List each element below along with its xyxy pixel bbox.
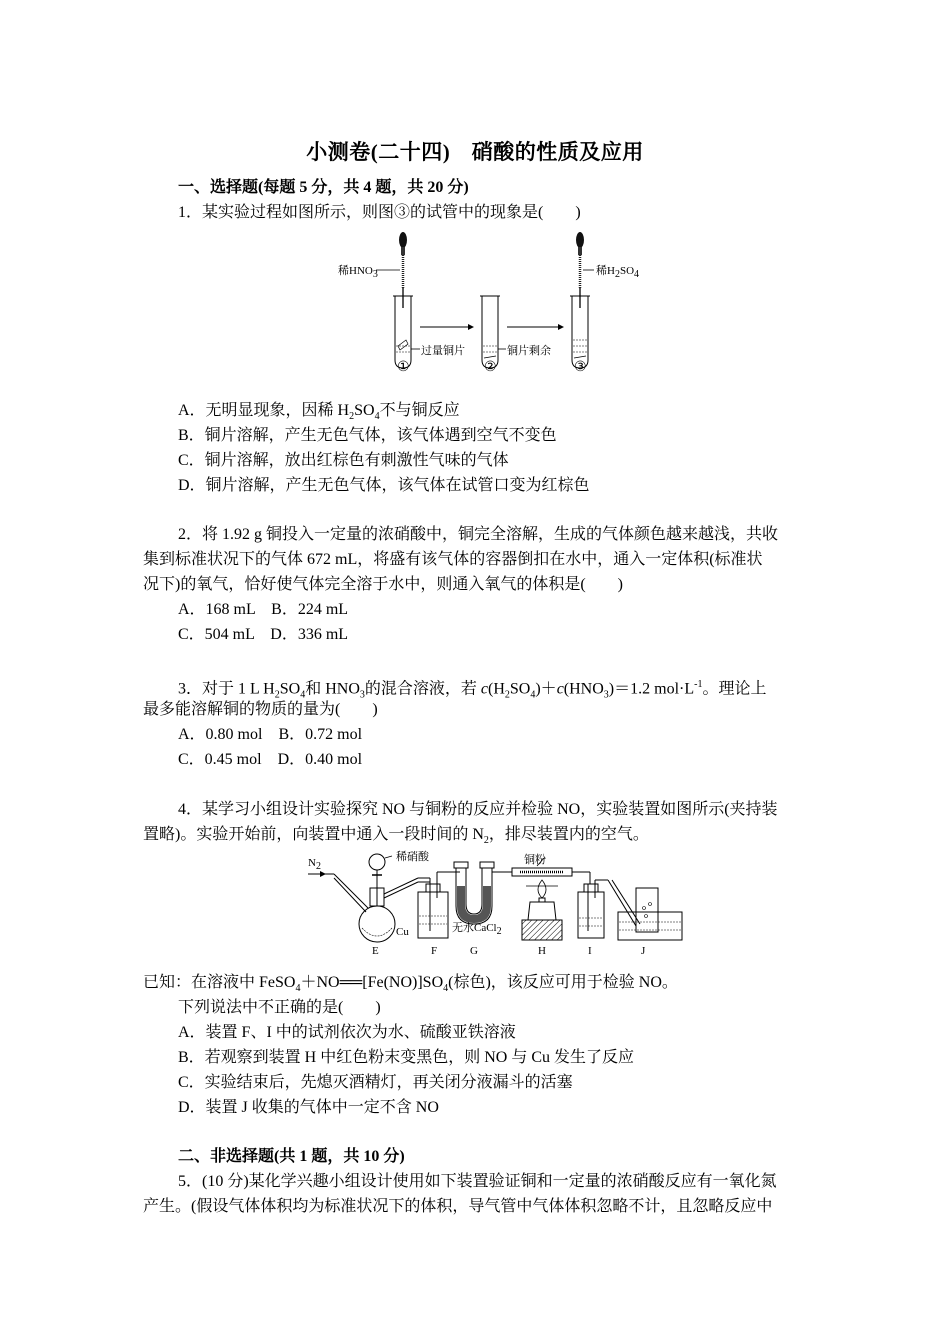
fig2-n2-label: $N_2$ (308, 857, 321, 873)
q3-line-2: 最多能溶解铜的物质的量为( ) (143, 701, 378, 718)
fig2-label-j: J (641, 945, 646, 957)
q2-options-cd: C．504 mL D．336 mL (178, 626, 349, 643)
apparatus-h-lamp (522, 880, 562, 940)
q4-line-2: 置略)。实验开始前，向装置中通入一段时间的 $N_2$，排尽装置内的空气。 (143, 826, 649, 847)
q1-test-tube-figure (340, 228, 650, 378)
q2-line-2: 集到标准状况下的气体 672 mL，将盛有该气体的容器倒扣在水中，通入一定体积(标准状 (143, 551, 763, 568)
q4-apparatus-figure (300, 846, 690, 966)
q1-stem: 1．某实验过程如图所示，则图③的试管中的现象是( ) (178, 204, 581, 221)
fig1-label-2: ② (484, 360, 497, 375)
q4-option-d: D．装置 J 收集的气体中一定不含 NO (178, 1099, 439, 1116)
fig2-label-h: H (538, 945, 546, 957)
dropper-3 (576, 232, 584, 308)
apparatus-i-bottle (578, 880, 604, 938)
fig1-reagent-left: 稀$HNO_3$ (338, 265, 378, 281)
fig2-cu-label: Cu (396, 926, 409, 938)
fig1-note-copper-excess: 过量铜片 (421, 345, 465, 357)
fig1-label-1: ① (397, 360, 410, 375)
q3-options-cd: C．0.45 mol D．0.40 mol (178, 751, 363, 768)
q1-option-b: B．铜片溶解，产生无色气体，该气体遇到空气不变色 (178, 427, 557, 444)
fig2-label-i: I (588, 945, 592, 957)
q4-option-c: C．实验结束后，先熄灭酒精灯，再关闭分液漏斗的活塞 (178, 1074, 573, 1091)
fig2-label-e: E (372, 945, 379, 957)
fig2-acid-label: 稀硝酸 (396, 851, 429, 863)
apparatus-g-u-tube (454, 862, 494, 924)
apparatus-e-flask (359, 854, 395, 942)
q2-line-1: 2．将 1.92 g 铜投入一定量的浓硝酸中，铜完全溶解，生成的气体颜色越来越浅，共收 (178, 526, 779, 543)
q4-known: 已知：在溶液中 $FeSO_4+NO══[Fe(NO)]SO_4$(棕色)，该反应可用于检验 NO。 (143, 974, 678, 995)
q4-option-a: A．装置 F、I 中的试剂依次为水、硫酸亚铁溶液 (178, 1024, 516, 1041)
q1-option-a: A．无明显现象，因稀 $H_2SO_4$不与铜反应 (178, 402, 460, 423)
fig1-label-3: ③ (574, 360, 587, 375)
apparatus-j-trough (618, 888, 682, 940)
fig2-copper-powder-label: 铜粉 (524, 854, 546, 866)
q5-line-2: 产生。(假设气体体积均为标准状况下的体积，导气管中气体体积忽略不计，且忽略反应中 (143, 1198, 773, 1215)
q2-options-ab: A．168 mL B．224 mL (178, 601, 349, 618)
q5-line-1: 5．(10 分)某化学兴趣小组设计使用如下装置验证铜和一定量的浓硝酸反应有一氧化氮 (178, 1173, 777, 1190)
fig2-label-g: G (470, 945, 478, 957)
fig1-reagent-right: 稀$H_2SO_4$ (596, 265, 640, 281)
section2-heading: 二、非选择题(共 1 题，共 10 分) (178, 1148, 405, 1165)
q2-line-3: 况下)的氧气，恰好使气体完全溶于水中，则通入氧气的体积是( ) (143, 576, 623, 593)
q4-option-b: B．若观察到装置 H 中红色粉末变黑色，则 NO 与 Cu 发生了反应 (178, 1049, 635, 1066)
q3-line-1: 3．对于 1 L $H_2SO_4$和 $HNO_3$的混合溶液，若 $c(H_2SO_4)+c(HNO_3)=1.2$ $mol\cdot L^{-1}$。理论上 (178, 679, 767, 701)
q1-option-d: D．铜片溶解，产生无色气体，该气体在试管口变为红棕色 (178, 477, 590, 494)
q1-option-c: C．铜片溶解，放出红棕色有刺激性气味的气体 (178, 452, 509, 469)
dropper-1 (399, 232, 407, 308)
fig1-note-copper-left: 铜片剩余 (507, 345, 551, 357)
apparatus-f-bottle (418, 878, 448, 938)
q4-line-1: 4．某学习小组设计实验探究 NO 与铜粉的反应并检验 NO，实验装置如图所示(夹持装 (178, 801, 778, 818)
q3-options-ab: A．0.80 mol B．0.72 mol (178, 726, 363, 743)
fig2-cacl2-label: 无水CaCl$_2$ (452, 922, 502, 938)
q4-ask: 下列说法中不正确的是( ) (178, 999, 381, 1016)
page-title: 小测卷(二十四) 硝酸的性质及应用 (306, 140, 644, 164)
test-tube-2 (480, 296, 500, 368)
fig2-label-f: F (431, 945, 438, 957)
section1-heading: 一、选择题(每题 5 分，共 4 题，共 20 分) (178, 179, 469, 196)
